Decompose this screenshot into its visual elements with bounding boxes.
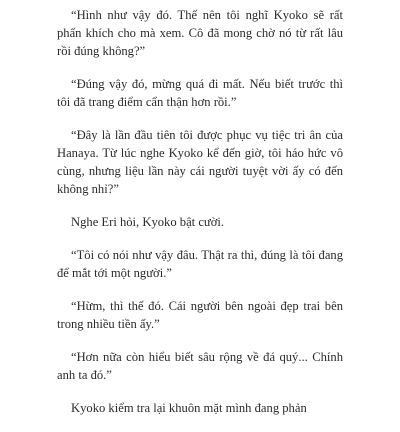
paragraph: Nghe Eri hỏi, Kyoko bật cười. [71,215,225,229]
paragraph: “Đây là lần đầu tiên tôi được phục vụ tiệc tri ân của Hanaya. Từ lúc nghe Kyoko kể đến giờ, tôi háo hức vô cùng, nhưng liệu lần này cái người tuyệt vời ấy có đến không nhỉ?” [57,128,343,196]
paragraph: “Đúng vậy đó, mừng quá đi mất. Nếu biết trước thì tôi đã trang điểm cẩn thận hơn rồi.” [57,77,343,109]
paragraph: “Hơn nữa còn hiểu biết sâu rộng về đá quý... Chính anh ta đó.” [57,350,343,382]
paragraph: “Tôi có nói như vậy đâu. Thật ra thì, đúng là tôi đang để mắt tới một người.” [57,248,343,280]
text-block [57,6,343,432]
paragraph: “Hình như vậy đó. Thế nên tôi nghĩ Kyoko sẽ rất phấn khích cho mà xem. Cô đã mong chờ nó từ rất lâu rồi đúng không?” [57,8,343,58]
paragraph: Kyoko kiểm tra lại khuôn mặt mình đang phản [71,401,307,415]
paragraph: “Hừm, thì thế đó. Cái người bên ngoài đẹp trai bên trong nhiều tiền ấy.” [57,299,343,331]
